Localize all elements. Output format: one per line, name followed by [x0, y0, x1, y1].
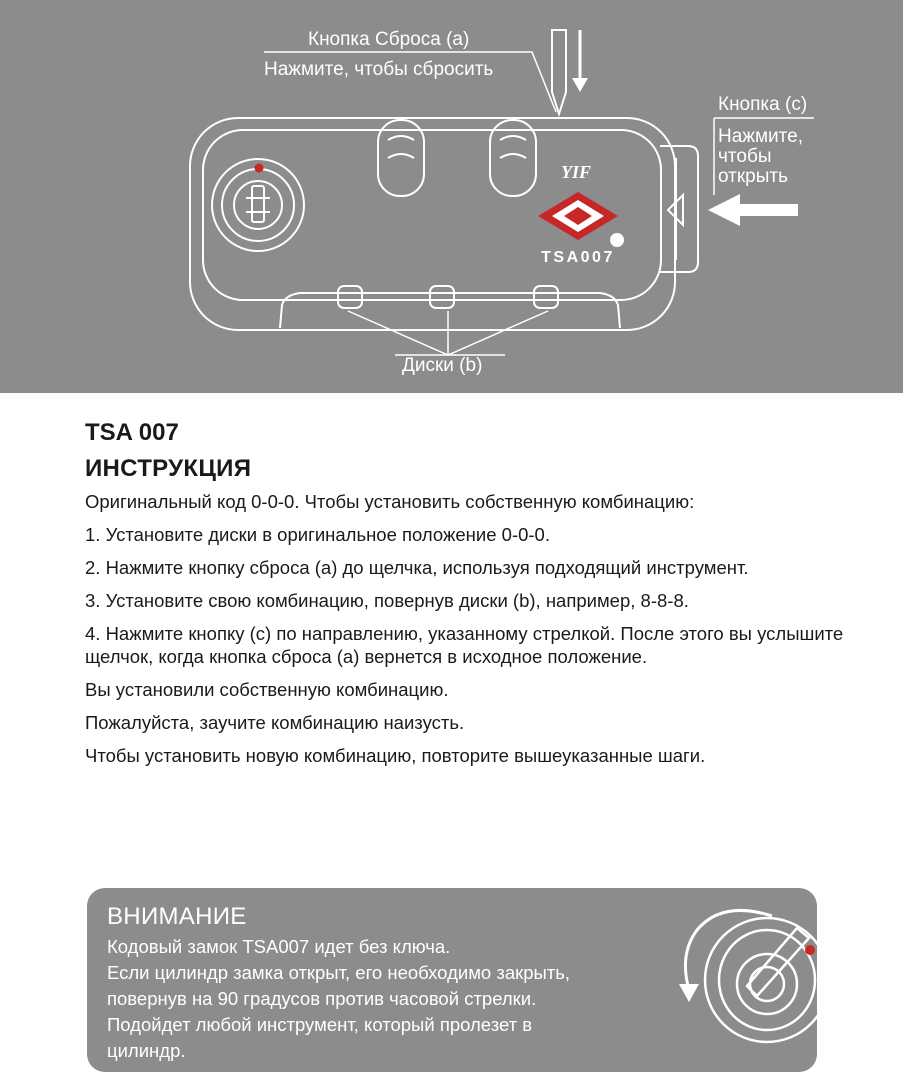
side-button-instruction: Нажмите, чтобы открыть [718, 126, 804, 187]
left-arrow-icon [708, 194, 798, 226]
cylinder-rotation-illustration [627, 888, 817, 1072]
instruction-note: Пожалуйста, заучите комбинацию наизусть. [85, 712, 465, 733]
warning-box [87, 888, 817, 1072]
keyhole-cylinder [212, 159, 304, 251]
reset-button-label: Кнопка Сброса (a) [308, 29, 470, 50]
side-button-c [660, 146, 698, 272]
side-button-label: Кнопка (c) [718, 94, 808, 115]
top-slot-left [378, 120, 424, 196]
tool-pointer-icon [552, 30, 566, 114]
instruction-note: Вы установили собственную комбинацию. [85, 679, 449, 700]
instruction-note: Чтобы установить новую комбинацию, повторите вышеуказанные шаги. [85, 745, 706, 766]
dial-3 [534, 286, 558, 308]
indicator-dot-red [805, 945, 815, 955]
instructions-intro: Оригинальный код 0-0-0. Чтобы установить собственную комбинацию: [85, 491, 695, 512]
warning-text [107, 934, 667, 1064]
instruction-step: 2. Нажмите кнопку сброса (a) до щелчка, используя подходящий инструмент. [85, 557, 749, 578]
dial-tray [280, 293, 620, 328]
warning-line: цилиндр. [107, 1040, 186, 1061]
top-slot-right [490, 120, 536, 196]
model-title: TSA 007 [85, 419, 179, 446]
tool-icon [747, 928, 809, 996]
lock-model-label: TSA007 [541, 249, 615, 266]
indicator-dot-red [255, 164, 264, 173]
down-arrow-icon [572, 78, 588, 92]
white-dot [610, 233, 624, 247]
warning-line: Кодовый замок TSA007 идет без ключа. [107, 936, 451, 957]
instructions-heading: ИНСТРУКЦИЯ [85, 455, 252, 482]
dial-1 [338, 286, 362, 308]
warning-line: Если цилиндр замка открыт, его необходимо закрыть, [107, 962, 571, 983]
warning-line: повернув на 90 градусов против часовой стрелки. [107, 988, 537, 1009]
reset-button-instruction: Нажмите, чтобы сбросить [264, 59, 494, 80]
warning-line: Подойдет любой инструмент, который пролезет в [107, 1014, 533, 1035]
lock-diagram [0, 0, 903, 393]
warning-title: ВНИМАНИЕ [107, 903, 247, 930]
counterclockwise-arrow-icon [679, 984, 699, 1002]
instructions-section [85, 418, 845, 767]
dials-label: Диски (b) [402, 355, 483, 376]
instruction-step: 4. Нажмите кнопку (c) по направлению, указанному стрелкой. После этого вы услышите щелчок, когда кнопка сброса (a) вернется в исходное положение. [85, 623, 844, 667]
dial-2 [430, 286, 454, 308]
cylinder-outer-ring [705, 918, 817, 1042]
instruction-step: 3. Установите свою комбинацию, повернув диски (b), например, 8-8-8. [85, 590, 689, 611]
tsa-logo-icon [538, 192, 618, 240]
brand-logo: YIF [560, 162, 592, 182]
instruction-step: 1. Установите диски в оригинальное положение 0-0-0. [85, 524, 550, 545]
